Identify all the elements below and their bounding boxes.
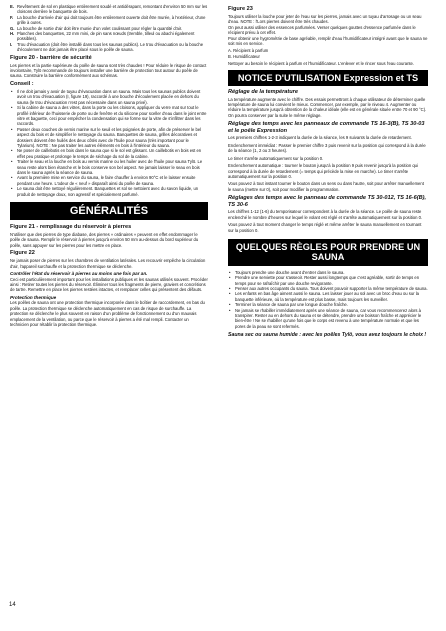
list-key: H.: [10, 31, 15, 37]
list-text: La bouche d'arrivée d'air qui doit toujours être entièrement ouverte doit être murée, à l'extérieur, d'une grille à ouïes.: [17, 14, 206, 26]
list-item: [10, 31, 208, 42]
right-column: [228, 4, 428, 339]
temp-heading: Réglage de la température: [228, 89, 298, 96]
list-item: • Si la cabine de sauna a des vitres, dans la porte ou les cloisons, appliquer du verre mat sur tout le profilé inférieur de l'huisserie de porte ou de fenêtre et du silicone pour sceller d'eau dans le joint entre vitre et baguette, ceci pour empêcher la condensation qui se forme sur la vitre de s'infiltrer dans les raccords.: [10, 105, 208, 127]
list-item: • Ne jamais se rhabiller immédiatement après une séance de sauna, car vous recommencerez alors à transpirer. Rester au en dehors du sauna et se détendre, prendre une boisson fraîche et apprécier le bien-être ! Ne se rhabiller qu'une fois que le corps est revenu à une température normale et que les pores de la peau se sont refermés.: [228, 308, 428, 330]
rules-list: [228, 270, 428, 329]
time1-paragraph: Enclenchement automatique : tourner le bouton jusqu'à la position 9 puis revenir jusqu'à la position qui correspond à la durée de retardement (= temps qui précède la mise en marche). Le timer s'arrête automatiquement sur la position 0.: [228, 163, 418, 179]
time1-paragraph: Les premiers chiffres 1-2-3 indiquent la durée de la séance, les 9 suivants la durée de retardement.: [228, 135, 412, 141]
fig23-heading: Figure 23: [228, 6, 253, 12]
list-key: I.: [10, 41, 13, 47]
list-item: • Traiter le seau et la louche en bois au vernis marine ou les huiler avec de l'huile pour sauna Tylö. Le seau reste alors bien étanche et le bois conserve son bel aspect. Ne jamais laisser le seau en bois dans le sauna après la séance de sauna.: [10, 159, 208, 175]
list-item: • Avant la première mise en service du sauna, le faire chauffer à environ 90°C et le laisser ensuite pendant une heure. L'odeur de « neuf » disparaît ainsi du poêle de sauna.: [10, 175, 208, 186]
fig20-paragraph: Les pierres et la partie supérieure du poêle de sauna sont très chaudes ! Pour réduire le risque de contact involontaire, Tylö recommande de toujours installer une barrière de protection tout autour du poêle de sauna. Construire la barrière conformément aux schémas.: [10, 62, 207, 79]
fig23-label-b: B. Humidificateur: [228, 53, 260, 59]
usage-banner: NOTICE D'UTILISATION Expression et TS: [228, 70, 428, 86]
list-item: • Toujours prendre une douche avant d'entrer dans le sauna.: [228, 270, 428, 275]
fig21-paragraph: N'utiliser que des pierres de type diabase, des pierres « ordinaires » peuvent en effet endommager le poêle de sauna. Remplir le réservoir à pierres jusqu'à environ 50 mm au-dessus du bord supérieur du poêle, sans appuyer sur les pierres pour les mettre en place.: [10, 232, 199, 248]
list-key: E.: [10, 4, 14, 9]
list-item: • Penser aux autres occupants du sauna. Tous doivent pouvoir supporter la même température de sauna.: [228, 286, 428, 291]
list-text: Trou d'évacuation (doit être installé dans tous les saunas publics). Le trou d'évacuation ou la bouche d'écoulement ne doit jamais être placé sous le poêle de sauna.: [17, 41, 204, 53]
fig22-heading: Figure 22: [10, 250, 35, 257]
time2-paragraph: Les chiffres 1-12 (1-6) du temporisateur correspondent à la durée de la séance. Le poêle de sauna reste enclenché le nombre d'heures sur lequel le volant est réglé et s'arrête automatiquement sur la position 0.: [228, 209, 423, 220]
time1-paragraph: Le timer s'arrête automatiquement sur la position 0.: [228, 155, 324, 161]
temp-paragraph: La température augmente avec le chiffre. Des essais permettront à chaque utilisateur de déterminer quelle température de sauna lui convient le mieux. Commencer, par exemple, par le niveau 4. Augmenter ou réduire la température jusqu'à obtention de la chaleur idéale (elle est en générale située entre 70 et 90 °C). On pourra conserver par la suite le même réglage.: [228, 96, 427, 118]
advice-list: [10, 89, 208, 197]
list-item: • Terminer la séance de sauna par une longue douche fraîche.: [228, 302, 428, 307]
check-heading: Contrôler l'état du réservoir à pierres au moins une fois par an.: [10, 271, 148, 277]
list-item: • Les enfants en bas âge aiment aussi le sauna. Les laisser jouer au sol avec un broc d'eau ou sur la banquette inférieure, où la température est plus basse, mais toujours les surveiller.: [228, 291, 428, 302]
page-number: 14: [9, 602, 16, 608]
list-text: La bouche de sortie d'air doit être munie d'un volet coulissant pour régler la quantité d'air.: [17, 25, 183, 31]
time1-paragraph: Vous pouvez à tout instant tourner le bouton dans un sens ou dans l'autre, soit pour arrêter manuellement le sauna (mettre sur 0), soit pour modifier la programmation.: [228, 181, 424, 192]
thermal-paragraph: Les poêles de sauna ont une protection thermique incorporée dans le boîtier de raccordement, en bas du poêle. La protection thermique se déclenche automatiquement en cas de risque de surchauffe. La protection se déclenche le plus souvent en raison d'un problème de fonctionnement ou d'un mauvais emplacement de la ventilation, ou parce que le réservoir à pierres a été mal rempli. Contacter un technicien pour rétablir la protection thermique.: [10, 300, 205, 328]
fig20-heading: Figure 20 - barrière de sécurité: [10, 54, 92, 61]
list-item: • Le sauna doit être nettoyé régulièrement. Banquettes et sol se nettoient avec du savon liquide, un produit de nettoyage doux, non agressif et spécialement parfumé.: [10, 186, 208, 197]
advice-heading: Conseil :: [10, 80, 34, 87]
time1-heading: Réglage des temps avec les panneaux de commande TS 16-3(B), TS 30-03 et le poêle Expression: [228, 121, 425, 134]
list-item: [10, 4, 208, 15]
list-text: Planches des banquettes, 22 mm mini, de pin sans nœuds (tremble, tilleul ou abachi également possibles).: [17, 31, 195, 42]
closing-statement: Sauna sec ou sauna humide : avec les poêles Tylö, vous avez toujours le choix !: [228, 332, 427, 339]
time1-paragraph: Enclenchement immédiat : Passer le premier chiffre 3 puis revenir sur la position qui correspond à la durée de la séance (1, 2 ou 3 heures).: [228, 142, 426, 154]
list-item: • Il ne doit jamais y avoir de tuyau d'évacuation dans un sauna. Mais tous les saunas publics doivent avoir un trou d'évacuation (I, figure 19), raccordé à une bouche d'écoulement placée en dehors du sauna (le trou d'évacuation n'est pas nécessaire dans un sauna privé).: [10, 89, 208, 105]
check-paragraph: Ceci est particulièrement important pour les installations publiques et les saunas utilisés souvent. Procéder ainsi : Retirer toutes les pierres du réservoir. Éliminer tous les fragments de pierre, graviers et concrétions de tartre. Remettre en place les pierres restées intactes, et remplacer celles qui présentent des défauts.: [10, 276, 208, 293]
list-item: • Ne poser de caillebotis en bois dans le sauna que si le sol est glissant. Un caillebotis en bois est en effet peu pratique et prolonge le temps de séchage du sol de la cabine.: [10, 148, 208, 159]
thermal-heading: Protection thermique: [10, 294, 57, 300]
list-item: • Prendre une serviette pour s'asseoir. Rester aussi longtemps que c'est agréable, sortir de temps en temps pour se rafraîchir par une douche revigorante.: [228, 275, 428, 286]
fig22-paragraph: Ne jamais poser de pierres sur les chambres de ventilation latérales. Les recouvrir empêche la circulation d'air, l'appareil surchauffe et la protection thermique se déclenche.: [10, 258, 206, 269]
list-text: Revêtement de sol en plastique entièrement soudé et antidérapant, remontant d'environ 50 mm sur les cloisons derrière le banquette de bois.: [17, 4, 208, 15]
list-item: [10, 15, 208, 26]
list-item: • Passer deux couches de vernis marine sur le seuil et les poignées de porte, afin de préserver le bel aspect du bois et de simplifier le nettoyage du sauna. Banquettes de sauna, grilles décoratives et dossiers doivent être huilés des deux côtés avec de l'huile pour sauna (très important pour le Tylarium). NOTE : Ne pas traiter les autres éléments en bois à l'intérieur du sauna.: [10, 127, 208, 149]
fig23-label-a: A. Récipient à parfum: [228, 48, 269, 54]
left-column: [10, 4, 208, 327]
rules-banner: QUELQUES RÈGLES POUR PRENDRE UN SAUNA: [228, 239, 428, 266]
list-item: [10, 42, 208, 53]
fig23-paragraph: Toujours utiliser la louche pour jeter de l'eau sur les pierres, jamais avec un tuyau d'arrosage ou un seau d'eau. NOTE : l'Lors pierres doivent être très chaudes. On peut aussi utiliser des essences parfumées. Verser quelques gouttes d'essence parfumée dans le récipient prévu à cet effet. Pour obtenir une hygrométrie de base agréable, remplir d'eau l'humidificateur intégré avant que le sauna ne soit mis en service.: [228, 14, 428, 47]
time2-paragraph: Vous pouvez à tout moment changer le temps réglé et même arrêter le sauna manuellement en tournant sur la position 0.: [228, 222, 422, 233]
list-key: F.: [10, 14, 14, 20]
fig23-clean-paragraph: Nettoyer au besoin le récipient à parfum et l'humidificateur. L'enlever et le rincer sous l'eau courante.: [228, 61, 415, 67]
fig21-heading: Figure 21 - remplissage du réservoir à pierres: [10, 224, 132, 230]
list-key: G.: [10, 25, 15, 31]
intro-list: [10, 4, 208, 53]
general-banner: GÉNÉRALITÉS: [10, 202, 208, 220]
time2-heading: Réglages des temps avec le panneau de commande TS 30-012, TS 16-6(B), TS 30-6: [228, 195, 427, 208]
